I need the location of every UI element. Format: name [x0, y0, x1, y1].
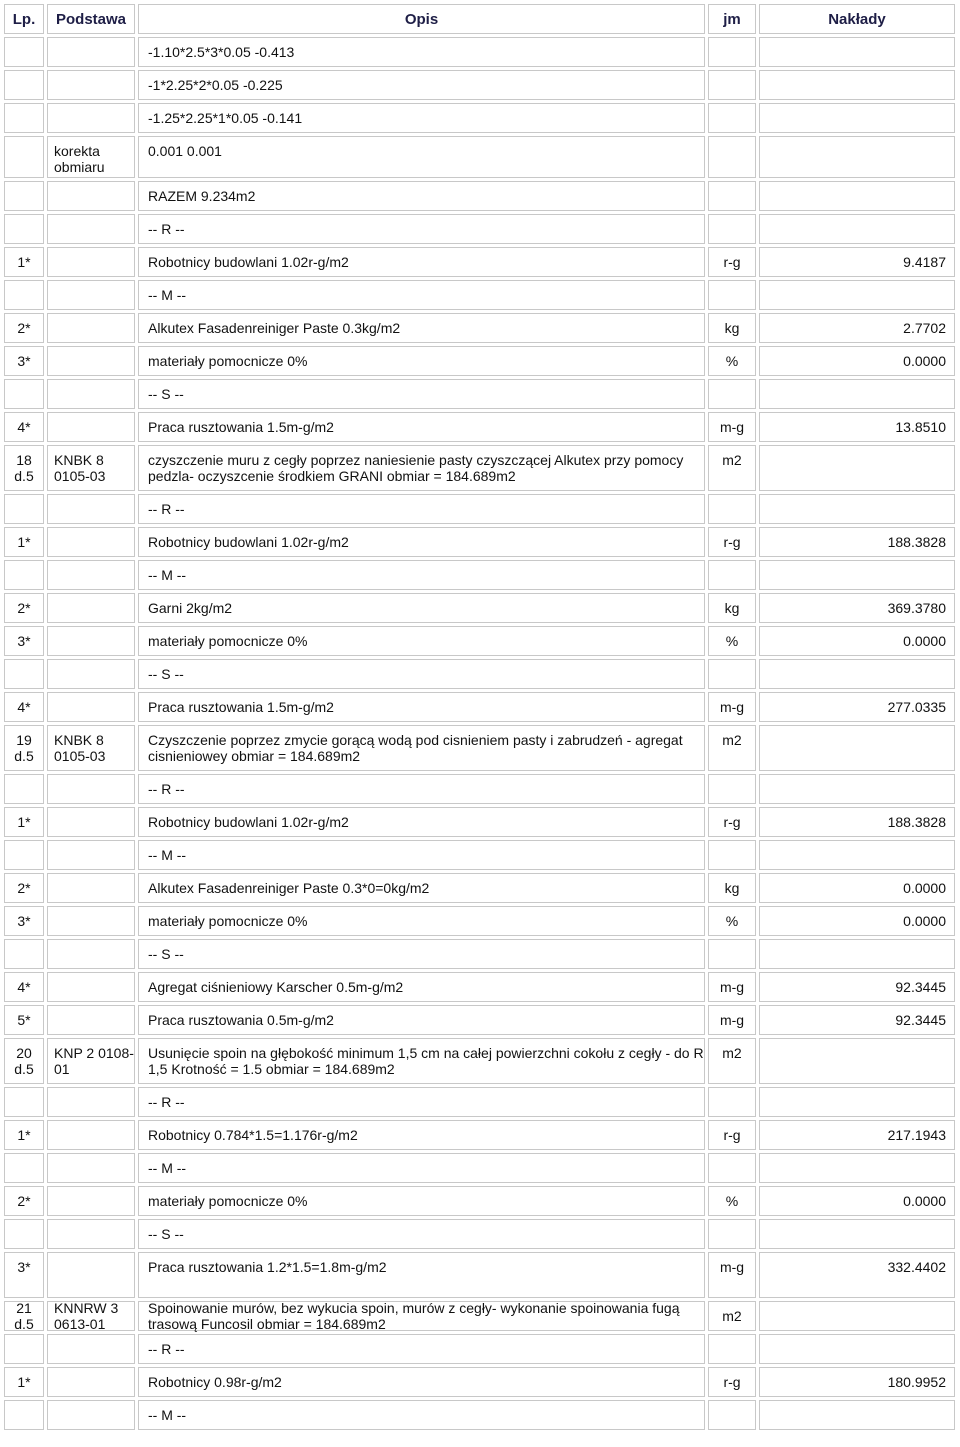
cell-opis: materiały pomocnicze 0% — [138, 906, 705, 936]
cell-jm: % — [708, 346, 756, 376]
cell-naklady: 180.9952 — [759, 1367, 955, 1397]
cell-jm — [708, 280, 756, 310]
table-row — [0, 692, 960, 725]
cell-podstawa: KNBK 8 0105-03 — [47, 445, 135, 491]
cell-opis: -1.10*2.5*3*0.05 -0.413 — [138, 37, 705, 67]
table-row — [0, 70, 960, 103]
cell-opis: Robotnicy budowlani 1.02r-g/m2 — [138, 247, 705, 277]
cell-podstawa — [47, 626, 135, 656]
table-row — [0, 136, 960, 181]
cell-lp — [4, 1400, 44, 1430]
table-row — [0, 939, 960, 972]
cell-naklady — [759, 214, 955, 244]
cell-jm: % — [708, 906, 756, 936]
cell-jm: % — [708, 626, 756, 656]
cell-naklady: 0.0000 — [759, 873, 955, 903]
cell-opis: Praca rusztowania 1.2*1.5=1.8m-g/m2 — [138, 1252, 705, 1298]
cell-podstawa — [47, 906, 135, 936]
table-row — [0, 214, 960, 247]
table-row — [0, 527, 960, 560]
cell-naklady — [759, 1038, 955, 1084]
cell-jm: m-g — [708, 972, 756, 1002]
cell-podstawa — [47, 1400, 135, 1430]
cell-jm — [708, 1087, 756, 1117]
cell-opis: -- R -- — [138, 1334, 705, 1364]
cell-lp — [4, 280, 44, 310]
cell-podstawa — [47, 1334, 135, 1364]
table-row — [0, 1153, 960, 1186]
cell-jm — [708, 181, 756, 211]
cell-lp: 1* — [4, 527, 44, 557]
cell-naklady: 277.0335 — [759, 692, 955, 722]
cell-naklady: 0.0000 — [759, 906, 955, 936]
cell-podstawa — [47, 873, 135, 903]
header-jm: jm — [708, 4, 756, 34]
table-row — [0, 181, 960, 214]
table-row — [0, 873, 960, 906]
header-podstawa: Podstawa — [47, 4, 135, 34]
cell-naklady: 188.3828 — [759, 527, 955, 557]
cell-jm: r-g — [708, 1367, 756, 1397]
cell-naklady — [759, 840, 955, 870]
table-row — [0, 1334, 960, 1367]
cell-lp — [4, 181, 44, 211]
cell-lp: 2* — [4, 593, 44, 623]
cell-lp: 1* — [4, 247, 44, 277]
table-row — [0, 1087, 960, 1120]
table-row — [0, 445, 960, 494]
cell-naklady — [759, 725, 955, 771]
cell-opis: Usunięcie spoin na głębokość minimum 1,5 cm na całej powierzchni cokołu z cegły - do R 1,5 Krotność = 1.5 obmiar = 184.689m2 — [138, 1038, 705, 1084]
cell-opis: Alkutex Fasadenreiniger Paste 0.3*0=0kg/m2 — [138, 873, 705, 903]
cell-naklady — [759, 939, 955, 969]
cell-opis: -- M -- — [138, 840, 705, 870]
cell-opis: -- R -- — [138, 774, 705, 804]
cell-opis: Spoinowanie murów, bez wykucia spoin, murów z cegły- wykonanie spoinowania fugą trasową Funcosil obmiar = 184.689m2 — [138, 1301, 705, 1331]
header-lp: Lp. — [4, 4, 44, 34]
cell-podstawa — [47, 412, 135, 442]
cell-podstawa — [47, 659, 135, 689]
cell-naklady — [759, 659, 955, 689]
cell-jm: kg — [708, 593, 756, 623]
cell-jm — [708, 560, 756, 590]
cell-podstawa — [47, 807, 135, 837]
cell-podstawa: KNNRW 3 0613-01 — [47, 1301, 135, 1331]
cell-podstawa — [47, 379, 135, 409]
cell-lp — [4, 103, 44, 133]
cell-podstawa — [47, 1186, 135, 1216]
cell-opis: Praca rusztowania 0.5m-g/m2 — [138, 1005, 705, 1035]
cell-podstawa — [47, 1153, 135, 1183]
table-row — [0, 659, 960, 692]
table-row — [0, 1005, 960, 1038]
table-row — [0, 626, 960, 659]
cell-naklady — [759, 494, 955, 524]
cell-jm: m-g — [708, 692, 756, 722]
cell-lp: 19 d.5 — [4, 725, 44, 771]
cell-podstawa — [47, 840, 135, 870]
cell-jm: m-g — [708, 1005, 756, 1035]
cell-jm: m2 — [708, 445, 756, 491]
cell-podstawa — [47, 774, 135, 804]
cell-naklady: 2.7702 — [759, 313, 955, 343]
cell-jm — [708, 379, 756, 409]
cell-naklady: 0.0000 — [759, 1186, 955, 1216]
table-row — [0, 247, 960, 280]
cell-podstawa — [47, 214, 135, 244]
table-row — [0, 593, 960, 626]
table-row — [0, 412, 960, 445]
cell-podstawa — [47, 103, 135, 133]
cell-naklady — [759, 379, 955, 409]
cell-opis: materiały pomocnicze 0% — [138, 1186, 705, 1216]
cell-podstawa — [47, 593, 135, 623]
header-opis: Opis — [138, 4, 705, 34]
cell-podstawa: KNP 2 0108-01 — [47, 1038, 135, 1084]
cell-opis: Robotnicy 0.784*1.5=1.176r-g/m2 — [138, 1120, 705, 1150]
cell-jm — [708, 136, 756, 178]
cell-jm: r-g — [708, 807, 756, 837]
cell-lp — [4, 70, 44, 100]
table-row — [0, 379, 960, 412]
cell-lp — [4, 379, 44, 409]
cell-naklady — [759, 103, 955, 133]
cell-jm: m-g — [708, 412, 756, 442]
cell-opis: -- M -- — [138, 1153, 705, 1183]
cell-opis: -- S -- — [138, 1219, 705, 1249]
cell-lp — [4, 774, 44, 804]
cell-jm: m2 — [708, 1038, 756, 1084]
cell-podstawa — [47, 346, 135, 376]
cell-opis: Agregat ciśnieniowy Karscher 0.5m-g/m2 — [138, 972, 705, 1002]
cell-jm — [708, 1219, 756, 1249]
cell-lp: 1* — [4, 1367, 44, 1397]
cell-naklady — [759, 1219, 955, 1249]
cell-naklady — [759, 280, 955, 310]
cell-naklady — [759, 445, 955, 491]
cell-opis: -- M -- — [138, 280, 705, 310]
cell-jm: r-g — [708, 1120, 756, 1150]
table-row — [0, 313, 960, 346]
cell-jm: r-g — [708, 527, 756, 557]
cell-opis: -- R -- — [138, 494, 705, 524]
cell-opis: Alkutex Fasadenreiniger Paste 0.3kg/m2 — [138, 313, 705, 343]
cell-lp — [4, 1153, 44, 1183]
cell-lp: 1* — [4, 1120, 44, 1150]
cell-lp — [4, 37, 44, 67]
table-row — [0, 774, 960, 807]
cell-naklady — [759, 1400, 955, 1430]
table-row — [0, 103, 960, 136]
cell-podstawa — [47, 494, 135, 524]
cell-opis: -- R -- — [138, 1087, 705, 1117]
cell-jm — [708, 103, 756, 133]
cell-naklady — [759, 181, 955, 211]
cell-jm: kg — [708, 313, 756, 343]
cell-jm — [708, 1153, 756, 1183]
cell-lp: 3* — [4, 1252, 44, 1298]
cell-lp: 3* — [4, 346, 44, 376]
cell-podstawa — [47, 560, 135, 590]
table-row — [0, 1186, 960, 1219]
cell-lp: 21 d.5 — [4, 1301, 44, 1331]
cell-podstawa: korekta obmiaru — [47, 136, 135, 178]
table-row — [0, 346, 960, 379]
cell-opis: Praca rusztowania 1.5m-g/m2 — [138, 412, 705, 442]
cell-podstawa: KNBK 8 0105-03 — [47, 725, 135, 771]
cell-jm — [708, 494, 756, 524]
cell-podstawa — [47, 692, 135, 722]
cell-lp — [4, 840, 44, 870]
cell-jm — [708, 774, 756, 804]
cell-naklady: 92.3445 — [759, 1005, 955, 1035]
cell-podstawa — [47, 280, 135, 310]
cell-lp — [4, 1219, 44, 1249]
cell-lp — [4, 560, 44, 590]
cell-lp: 5* — [4, 1005, 44, 1035]
table-row — [0, 1400, 960, 1433]
cell-jm — [708, 1400, 756, 1430]
cell-podstawa — [47, 972, 135, 1002]
cell-naklady — [759, 70, 955, 100]
cell-lp: 2* — [4, 1186, 44, 1216]
cell-naklady — [759, 136, 955, 178]
cell-lp: 4* — [4, 412, 44, 442]
cell-podstawa — [47, 527, 135, 557]
cell-opis: Robotnicy budowlani 1.02r-g/m2 — [138, 807, 705, 837]
cell-podstawa — [47, 1252, 135, 1298]
cell-opis: -- M -- — [138, 560, 705, 590]
cell-lp: 18 d.5 — [4, 445, 44, 491]
cell-naklady — [759, 560, 955, 590]
cell-naklady — [759, 1334, 955, 1364]
cell-naklady — [759, 37, 955, 67]
table-row — [0, 1219, 960, 1252]
cell-lp: 1* — [4, 807, 44, 837]
cell-podstawa — [47, 70, 135, 100]
cell-jm: m2 — [708, 1301, 756, 1331]
header-naklady: Nakłady — [759, 4, 955, 34]
cell-jm: % — [708, 1186, 756, 1216]
cell-jm: kg — [708, 873, 756, 903]
cell-jm — [708, 659, 756, 689]
cell-lp: 4* — [4, 972, 44, 1002]
cell-naklady — [759, 1301, 955, 1331]
cell-lp: 20 d.5 — [4, 1038, 44, 1084]
cell-lp: 3* — [4, 626, 44, 656]
cell-jm — [708, 214, 756, 244]
cell-opis: -- M -- — [138, 1400, 705, 1430]
cell-naklady — [759, 1153, 955, 1183]
cell-jm: r-g — [708, 247, 756, 277]
table-row — [0, 560, 960, 593]
table-row — [0, 807, 960, 840]
cell-opis: -1.25*2.25*1*0.05 -0.141 — [138, 103, 705, 133]
cell-opis: materiały pomocnicze 0% — [138, 346, 705, 376]
cell-jm — [708, 1334, 756, 1364]
cell-opis: 0.001 0.001 — [138, 136, 705, 178]
cell-naklady: 0.0000 — [759, 346, 955, 376]
cell-jm — [708, 37, 756, 67]
cell-jm: m2 — [708, 725, 756, 771]
cell-lp — [4, 214, 44, 244]
cell-naklady: 13.8510 — [759, 412, 955, 442]
table-row — [0, 906, 960, 939]
table-row — [0, 1301, 960, 1334]
cell-jm — [708, 939, 756, 969]
cell-lp: 2* — [4, 313, 44, 343]
table-row — [0, 840, 960, 873]
cell-lp — [4, 1334, 44, 1364]
cell-opis: -- S -- — [138, 379, 705, 409]
cell-podstawa — [47, 37, 135, 67]
cell-naklady: 332.4402 — [759, 1252, 955, 1298]
cell-lp — [4, 136, 44, 178]
cell-lp — [4, 939, 44, 969]
table-row — [0, 494, 960, 527]
cell-naklady: 217.1943 — [759, 1120, 955, 1150]
cell-podstawa — [47, 313, 135, 343]
cell-naklady — [759, 1087, 955, 1117]
cell-lp: 4* — [4, 692, 44, 722]
table-row — [0, 37, 960, 70]
cell-opis: Praca rusztowania 1.5m-g/m2 — [138, 692, 705, 722]
cell-naklady: 92.3445 — [759, 972, 955, 1002]
table-row — [0, 1038, 960, 1087]
cell-opis: Garni 2kg/m2 — [138, 593, 705, 623]
cell-lp — [4, 1087, 44, 1117]
cell-podstawa — [47, 939, 135, 969]
cell-opis: czyszczenie muru z cegły poprzez naniesienie pasty czyszczącej Alkutex przy pomocy pedzla- oczyszcenie środkiem GRANI obmiar = 184.689m2 — [138, 445, 705, 491]
cell-naklady: 369.3780 — [759, 593, 955, 623]
cell-opis: -- R -- — [138, 214, 705, 244]
cell-opis: Czyszczenie poprzez zmycie gorącą wodą pod cisnieniem pasty i zabrudzeń - agregat cisnieniowey obmiar = 184.689m2 — [138, 725, 705, 771]
cell-podstawa — [47, 1367, 135, 1397]
table-row — [0, 725, 960, 774]
cell-opis: Robotnicy 0.98r-g/m2 — [138, 1367, 705, 1397]
table-row — [0, 1367, 960, 1400]
cell-opis: -1*2.25*2*0.05 -0.225 — [138, 70, 705, 100]
cell-podstawa — [47, 1005, 135, 1035]
cell-opis: -- S -- — [138, 939, 705, 969]
cell-naklady — [759, 774, 955, 804]
cell-opis: Robotnicy budowlani 1.02r-g/m2 — [138, 527, 705, 557]
table-row — [0, 972, 960, 1005]
cell-opis: -- S -- — [138, 659, 705, 689]
cell-opis: RAZEM 9.234m2 — [138, 181, 705, 211]
cell-opis: materiały pomocnicze 0% — [138, 626, 705, 656]
table-row — [0, 1120, 960, 1153]
cell-lp: 2* — [4, 873, 44, 903]
cell-lp: 3* — [4, 906, 44, 936]
cell-podstawa — [47, 1087, 135, 1117]
cell-podstawa — [47, 181, 135, 211]
cell-naklady: 0.0000 — [759, 626, 955, 656]
cell-naklady: 9.4187 — [759, 247, 955, 277]
table-header — [0, 0, 960, 38]
table-row — [0, 280, 960, 313]
cell-lp — [4, 659, 44, 689]
cell-lp — [4, 494, 44, 524]
cell-naklady: 188.3828 — [759, 807, 955, 837]
cell-jm — [708, 70, 756, 100]
cell-jm — [708, 840, 756, 870]
cell-jm: m-g — [708, 1252, 756, 1298]
cell-podstawa — [47, 1120, 135, 1150]
cell-podstawa — [47, 1219, 135, 1249]
cell-podstawa — [47, 247, 135, 277]
table-row — [0, 1252, 960, 1301]
